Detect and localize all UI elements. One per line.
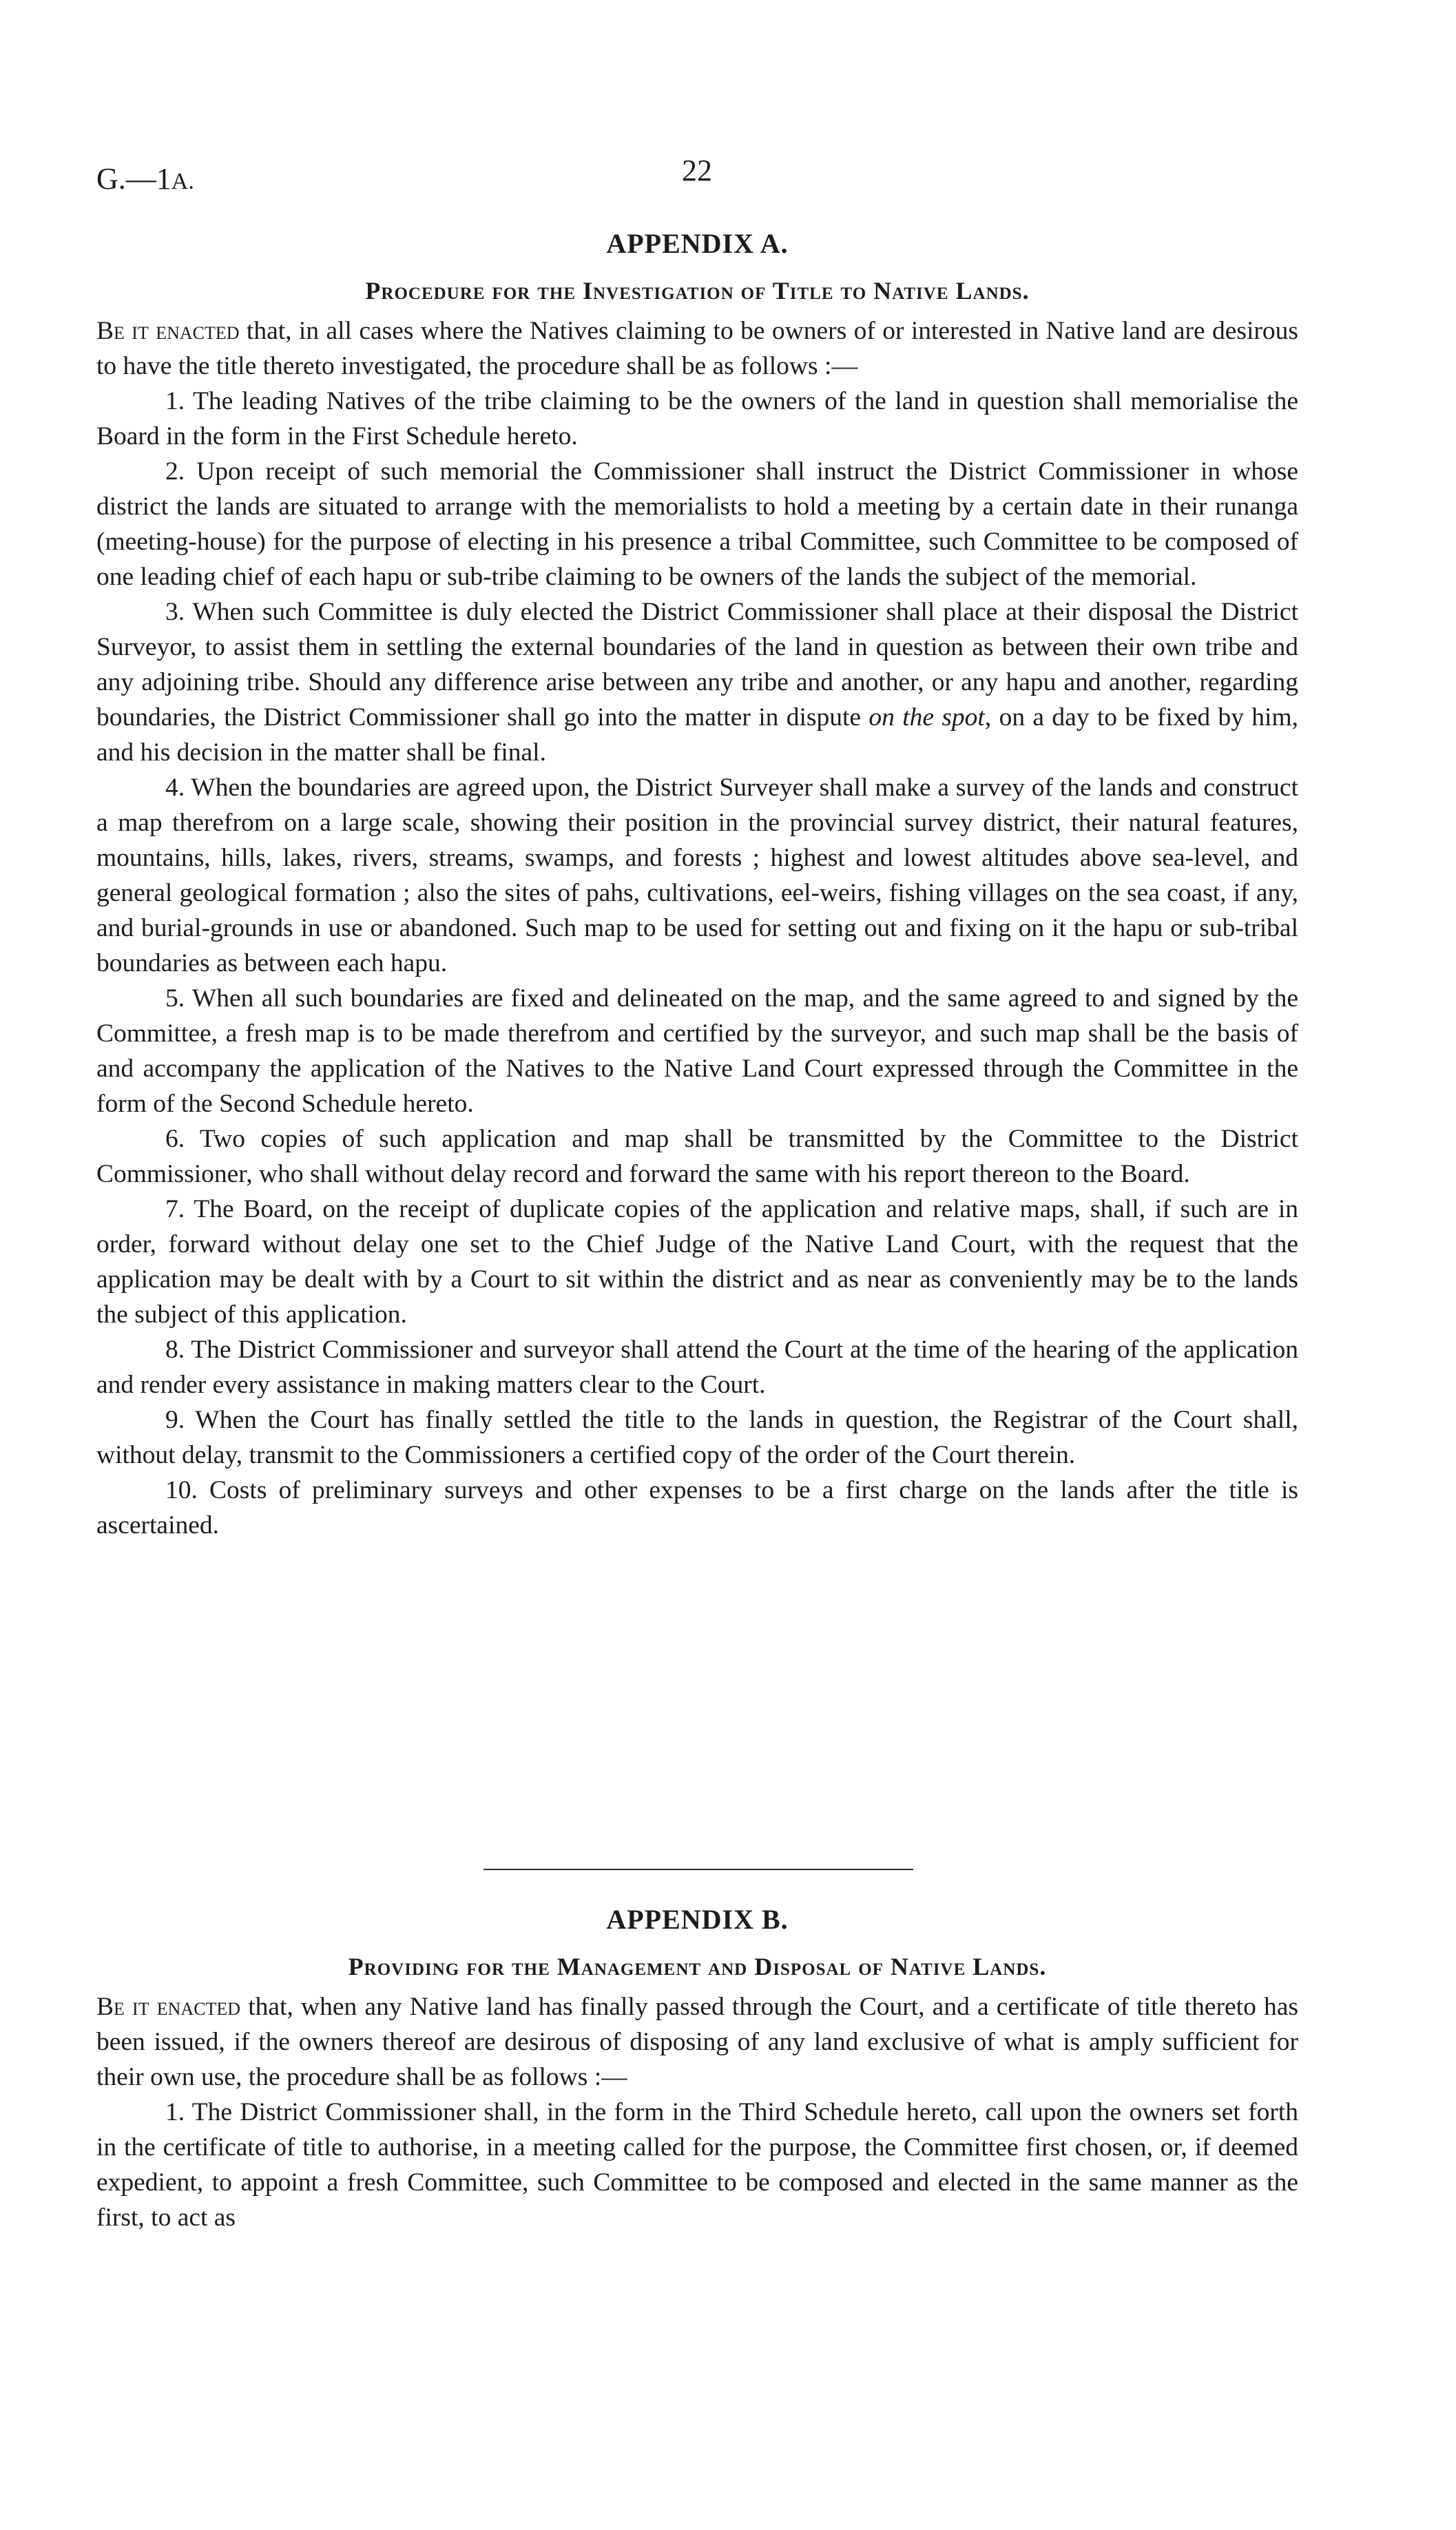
appendix-a-intro xyxy=(96,313,1298,384)
appendix-b-section xyxy=(96,1903,1298,2235)
appendix-a-clause-8: 8. The District Commissioner and surveyor shall attend the Court at the time of the hearing of the application and render every assistance in making matters clear to the Court. xyxy=(96,1336,1298,1399)
appendix-a-clause-5: 5. When all such boundaries are fixed and delineated on the map, and the same agreed to and signed by the Committee, a fresh map is to be made therefrom and certified by the surveyor, and such map shall be the basis of and accompany the application of the Natives to the Native Land Court expressed through the Committee in the form of the Second Schedule hereto. xyxy=(96,984,1298,1118)
appendix-a-clause-9: 9. When the Court has finally settled the title to the lands in question, the Registrar of the Court shall, without delay, transmit to the Commissioners a certified copy of the order of the Court therein. xyxy=(96,1406,1298,1469)
appendix-a-clause-4: 4. When the boundaries are agreed upon, the District Surveyer shall make a survey of the lands and construct a map therefrom on a large scale, showing their position in the provincial survey district, their natural features, mountains, hills, lakes, rivers, streams, swamps, and forests ; highest and lowest altitudes above sea-level, and general geological formation ; also the sites of pahs, cultivations, eel-weirs, fishing villages on the sea coast, if any, and burial-grounds in use or abandoned. Such map to be used for setting out and fixing on it the hapu or sub-tribal boundaries as between each hapu. xyxy=(96,774,1298,977)
enacting-clause-lead: Be it enacted xyxy=(96,317,240,345)
appendix-b-title: APPENDIX B. xyxy=(606,1904,789,1935)
appendix-b-clause-1: 1. The District Commissioner shall, in the form in the Third Schedule hereto, call upon the owners set forth in the certificate of title to authorise, in a meeting called for the purpose, the Committee first chosen, or, if deemed expedient, to appoint a fresh Committee, such Committee to be composed and elected in the same manner as the first, to act as xyxy=(96,2098,1298,2232)
enacting-clause-text: that, in all cases where the Natives claiming to be owners of or interested in Native land are desirous to have the title thereto investigated, the procedure shall be as follows :— xyxy=(96,317,1298,380)
appendix-a-clause-7: 7. The Board, on the receipt of duplicate copies of the application and relative maps, shall, if such are in order, forward without delay one set to the Chief Judge of the Native Land Court, with the request that the application may be dealt with by a Court to sit within the district and as near as conveniently may be to the lands the subject of this application. xyxy=(96,1195,1298,1329)
appendix-a-clause-1: 1. The leading Natives of the tribe claiming to be the owners of the land in question shall memorialise the Board in the form in the First Schedule hereto. xyxy=(96,387,1298,450)
appendix-a-clause-6: 6. Two copies of such application and map shall be transmitted by the Committee to the District Commissioner, who shall without delay record and forward the same with his report thereon to the Board. xyxy=(96,1125,1298,1188)
document-page xyxy=(96,0,1298,2530)
appendix-a-subtitle: Procedure for the Investigation of Title to Native Lands. xyxy=(365,277,1030,304)
appendix-a-clause-2: 2. Upon receipt of such memorial the Commissioner shall instruct the District Commissioner in whose district the lands are situated to arrange with the memorialists to hold a meeting by a certain date in their runanga (meeting-house) for the purpose of electing in his presence a tribal Committee, such Committee to be composed of one leading chief of each hapu or sub-tribe claiming to be owners of the lands the subject of the memorial. xyxy=(96,457,1298,591)
enacting-clause-text: that, when any Native land has finally passed through the Court, and a certificate of title thereto has been issued, if the owners thereof are desirous of disposing of any land exclusive of what is amply sufficient for their own use, the procedure shall be as follows :— xyxy=(96,1993,1298,2091)
clause-3-text-after: , on a day to be fixed by him, and his decision in the matter shall be final. xyxy=(96,703,1298,767)
page-header xyxy=(96,153,1298,201)
appendix-b-intro xyxy=(96,1989,1298,2095)
section-divider xyxy=(483,1869,913,1870)
appendix-a-section xyxy=(96,227,1298,1543)
enacting-clause-lead: Be it enacted xyxy=(96,1993,241,2021)
document-reference-main: G.—1 xyxy=(96,162,171,196)
clause-3-text-before: 3. When such Committee is duly elected the District Commissioner shall place at their disposal the District Surveyor, to assist them in settling the external boundaries of the land in question as between their own tribe and any adjoining tribe. Should any difference arise between any tribe and another, or any hapu and another, regarding boundaries, the District Commissioner shall go into the matter in dispute xyxy=(96,598,1298,732)
appendix-a-clause-3 xyxy=(96,594,1298,770)
clause-3-italic: on the spot xyxy=(869,703,985,732)
appendix-a-title: APPENDIX A. xyxy=(606,228,789,259)
document-reference xyxy=(96,161,194,196)
appendix-a-clause-10: 10. Costs of preliminary surveys and other expenses to be a first charge on the lands after the title is ascertained. xyxy=(96,1476,1298,1539)
page-number: 22 xyxy=(682,154,712,187)
document-reference-suffix: A. xyxy=(171,169,194,194)
appendix-b-subtitle: Providing for the Management and Disposal of Native Lands. xyxy=(348,1953,1047,1980)
